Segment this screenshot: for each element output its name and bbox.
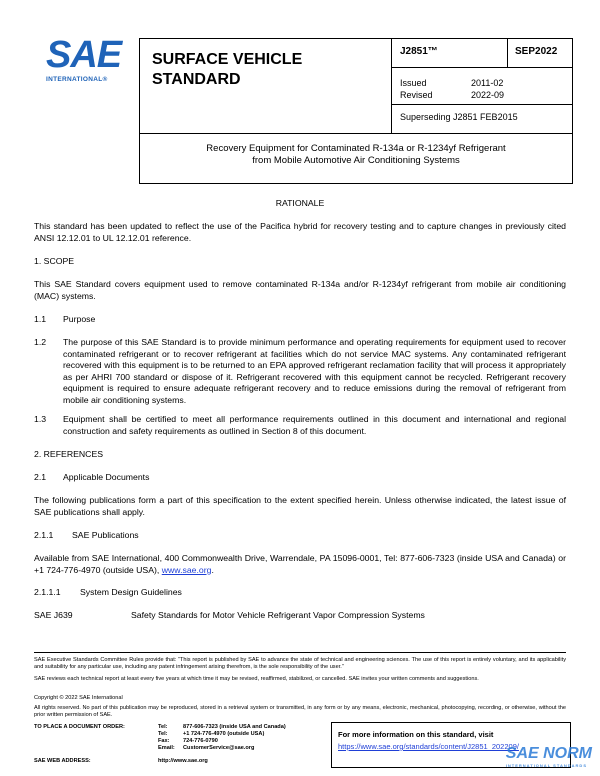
order-label: TO PLACE A DOCUMENT ORDER: bbox=[34, 724, 125, 730]
footer-rights-text: All rights reserved. No part of this publication may be reproduced, stored in a retrieval system or transmitted, in any form or by any means, electronic, mechanical, photocopying, recording, or otherwise, without the prior written permission of SAE. bbox=[34, 705, 566, 718]
divider bbox=[139, 133, 573, 134]
section-1-2-text: The purpose of this SAE Standard is to provide minimum performance and operating requirements for equipment used to recover contaminated refrigerant or to recover refrigerant at facilities which do not service MAC systems. Any contaminated refrigerant recovered with this equipment is to be returned to an EPA approved refrigerant reclamation facility that will process it appropriately as per AHRI 700 standard or dispose of it. Refrigerant recovered with this equipment cannot be recycled. Refrigerant recovery equipment is required to ensure adequate refrigerant recovery and to reduce emissions during the removal of refrigerant from mobile air conditioning systems. bbox=[63, 337, 566, 405]
section-2-1-title: Applicable Documents bbox=[63, 472, 150, 482]
footer-review-text: SAE reviews each technical report at least every five years at which time it may be revised, reaffirmed, stabilized, or cancelled. SAE invites your written comments and suggestions. bbox=[34, 676, 479, 682]
document-date: SEP2022 bbox=[515, 46, 558, 57]
contact-labels bbox=[158, 724, 175, 752]
section-2-1-1-number: 2.1.1 bbox=[34, 530, 54, 540]
tel2-value: +1 724-776-4970 (outside USA) bbox=[183, 731, 265, 737]
reference-id: SAE J639 bbox=[34, 610, 73, 620]
info-title: For more information on this standard, visit bbox=[338, 730, 494, 739]
email-value[interactable]: CustomerService@sae.org bbox=[183, 745, 255, 751]
section-2-1-text: The following publications form a part of this specification to the extent specified herein. Unless otherwise indicated, the latest issue of SAE publications shall apply. bbox=[34, 495, 566, 517]
section-2-1-1-title: SAE Publications bbox=[72, 530, 139, 540]
issued-label: Issued bbox=[400, 78, 427, 88]
section-1-3-text: Equipment shall be certified to meet all performance requirements outlined in this document and international and regional construction and safety requirements as outlined in Section 8 of this document. bbox=[63, 414, 566, 436]
superseding: Superseding J2851 FEB2015 bbox=[400, 112, 518, 122]
sae-logo: SAE bbox=[46, 34, 122, 76]
document-number: J2851™ bbox=[400, 46, 438, 57]
section-2-1-number: 2.1 bbox=[34, 472, 47, 482]
revised-value: 2022-09 bbox=[471, 90, 505, 100]
document-title bbox=[139, 143, 573, 167]
contact-values bbox=[183, 724, 286, 752]
section-1-1-number: 1.1 bbox=[34, 314, 47, 324]
footer-divider bbox=[34, 652, 566, 653]
fax-value: 724-776-0790 bbox=[183, 738, 218, 744]
standard-info-link[interactable]: https://www.sae.org/standards/content/J2851_202209/ bbox=[338, 742, 519, 751]
sae-address-text: Available from SAE International, 400 Commonwealth Drive, Warrendale, PA 15096-0001, Tel: 877-606-7323 (inside USA and Canada) or +1 724-776-4970 (outside USA), bbox=[34, 553, 566, 575]
title-line-2: STANDARD bbox=[152, 71, 241, 88]
section-1-3-number: 1.3 bbox=[34, 414, 47, 424]
web-label: SAE WEB ADDRESS: bbox=[34, 758, 91, 764]
section-1-1-title: Purpose bbox=[63, 314, 96, 324]
section-2-1-1-1-title: System Design Guidelines bbox=[80, 587, 182, 597]
tel1-value: 877-606-7323 (inside USA and Canada) bbox=[183, 724, 286, 730]
fax-label: Fax: bbox=[158, 738, 170, 744]
section-2-1-1-1-number: 2.1.1.1 bbox=[34, 587, 61, 597]
doc-title-line-2: from Mobile Automotive Air Conditioning Systems bbox=[252, 155, 460, 166]
rationale-heading: RATIONALE bbox=[275, 198, 325, 208]
watermark-logo bbox=[506, 745, 592, 768]
footer-rules-text: SAE Executive Standards Committee Rules provide that: “This report is published by SAE to advance the state of technical and engineering sciences. The use of this report is entirely voluntary, and its applicability and suitability for any particular use, including any patent infringement arising therefrom, is the sole responsibility of the user.” bbox=[34, 657, 566, 670]
section-2-1-1-text bbox=[34, 553, 566, 576]
divider bbox=[392, 104, 573, 105]
tel2-label: Tel: bbox=[158, 731, 168, 737]
section-2-heading: 2. REFERENCES bbox=[34, 449, 104, 459]
watermark-text: SAE NORM bbox=[505, 745, 592, 762]
email-label: Email: bbox=[158, 745, 175, 751]
section-1-text: This SAE Standard covers equipment used to remove contaminated R-134a and/or R-1234yf refrigerant from mobile air conditioning (MAC) systems. bbox=[34, 279, 566, 301]
rationale-text: This standard has been updated to reflect the use of the Pacifica hybrid for recovery testing and to capture changes in previously cited ANSI 12.12.01 to UL 12.12.01 reference. bbox=[34, 221, 566, 243]
web-value[interactable]: http://www.sae.org bbox=[158, 758, 208, 764]
tel1-label: Tel: bbox=[158, 724, 168, 730]
section-1-2-number: 1.2 bbox=[34, 337, 47, 347]
sae-logo-subtitle: INTERNATIONAL® bbox=[46, 76, 108, 83]
watermark-subtext: INTERNATIONAL STANDARDS bbox=[505, 763, 587, 768]
revised-label: Revised bbox=[400, 90, 433, 100]
title-line-1: SURFACE VEHICLE bbox=[152, 51, 303, 68]
doc-title-line-1: Recovery Equipment for Contaminated R-134a or R-1234yf Refrigerant bbox=[206, 143, 506, 154]
sae-website-link[interactable]: www.sae.org bbox=[161, 564, 212, 575]
issued-value: 2011-02 bbox=[471, 78, 504, 88]
section-1-heading: 1. SCOPE bbox=[34, 256, 75, 266]
period: . bbox=[211, 564, 214, 575]
reference-title: Safety Standards for Motor Vehicle Refrigerant Vapor Compression Systems bbox=[131, 610, 425, 620]
document-type-title bbox=[152, 50, 382, 90]
footer-copyright: Copyright © 2022 SAE International bbox=[34, 695, 123, 701]
